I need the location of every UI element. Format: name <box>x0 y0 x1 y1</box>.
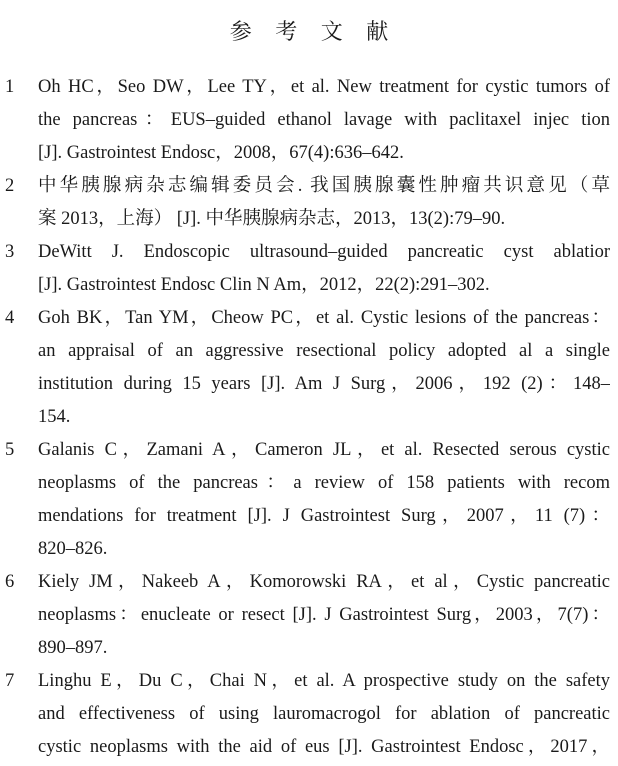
reference-row <box>0 203 618 236</box>
reference-line: an appraisal of an aggressive resectional policy adopted al a single <box>38 341 610 361</box>
reference-line: neoplasms：enucleate or resect [J]. J Gastrointest Surg，2003，7(7)： <box>38 605 610 625</box>
reference-line: [J]. Gastrointest Endosc，2008，67(4):636–642. <box>38 143 404 163</box>
reference-line: 820–826. <box>38 539 108 559</box>
reference-number: 5 <box>5 440 15 460</box>
reference-row <box>0 137 618 170</box>
reference-number: 6 <box>5 572 15 592</box>
reference-line: Galanis C，Zamani A，Cameron JL，et al. Resected serous cystic <box>38 440 610 460</box>
reference-line: 案 2013，上海） [J]. 中华胰腺病杂志，2013，13(2):79–90. <box>38 209 506 229</box>
reference-row <box>0 434 618 467</box>
reference-line: DeWitt J. Endoscopic ultrasound–guided pancreatic cyst ablatior <box>38 242 610 262</box>
reference-row <box>0 698 618 731</box>
page-title: 参 考 文 献 <box>229 19 398 44</box>
reference-item <box>0 434 618 566</box>
reference-line: Oh HC，Seo DW，Lee TY，et al. New treatment for cystic tumors of <box>38 77 610 97</box>
reference-number: 2 <box>5 176 15 196</box>
reference-line: Goh BK，Tan YM，Cheow PC，et al. Cystic lesions of the pancreas： <box>38 308 610 328</box>
reference-line: Kiely JM，Nakeeb A，Komorowski RA，et al，Cystic pancreatic <box>38 572 610 592</box>
reference-row <box>0 566 618 599</box>
reference-item <box>0 170 618 236</box>
reference-item <box>0 236 618 302</box>
reference-row <box>0 269 618 302</box>
reference-item <box>0 302 618 434</box>
reference-row <box>0 500 618 533</box>
reference-line: [J]. Gastrointest Endosc Clin N Am，2012，22(2):291–302. <box>38 275 490 295</box>
reference-row <box>0 665 618 698</box>
reference-line: 890–897. <box>38 638 108 658</box>
reference-line: cystic neoplasms with the aid of eus [J]. Gastrointest Endosc，2017， <box>38 737 610 757</box>
reference-row <box>0 368 618 401</box>
reference-row <box>0 104 618 137</box>
reference-number: 3 <box>5 242 15 262</box>
reference-number: 1 <box>5 77 15 97</box>
reference-item <box>0 566 618 665</box>
reference-line: 中华胰腺病杂志编辑委员会. 我国胰腺囊性肿瘤共识意见（草 <box>38 176 610 196</box>
reference-item <box>0 665 618 764</box>
reference-row <box>0 236 618 269</box>
reference-list <box>0 71 618 764</box>
reference-line: 154. <box>38 407 71 427</box>
reference-item <box>0 71 618 170</box>
reference-row <box>0 533 618 566</box>
reference-row <box>0 731 618 764</box>
reference-line: institution during 15 years [J]. Am J Surg，2006，192 (2)：148– <box>38 374 610 394</box>
reference-line: neoplasms of the pancreas：a review of 158 patients with recom <box>38 473 610 493</box>
reference-line: and effectiveness of using lauromacrogol for ablation of pancreatic <box>38 704 610 724</box>
reference-row <box>0 401 618 434</box>
reference-row <box>0 170 618 203</box>
reference-row <box>0 335 618 368</box>
reference-row <box>0 599 618 632</box>
reference-line: mendations for treatment [J]. J Gastrointest Surg，2007，11 (7)： <box>38 506 610 526</box>
reference-line: Linghu E，Du C，Chai N，et al. A prospective study on the safety <box>38 671 610 691</box>
reference-number: 7 <box>5 671 15 691</box>
reference-row <box>0 632 618 665</box>
reference-line: the pancreas：EUS–guided ethanol lavage with paclitaxel injec tion <box>38 110 610 130</box>
reference-row <box>0 302 618 335</box>
reference-row <box>0 467 618 500</box>
reference-row <box>0 71 618 104</box>
reference-number: 4 <box>5 308 15 328</box>
